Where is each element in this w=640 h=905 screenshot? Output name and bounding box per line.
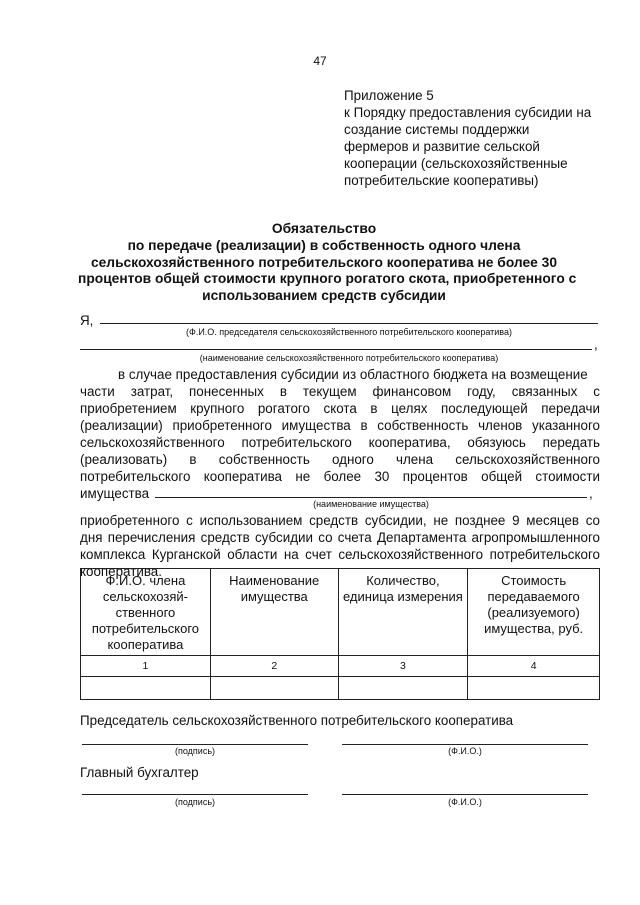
body-line: потребительского кооператива не более 30 процентов общей стоимости (80, 469, 600, 484)
table-number-cell: 2 (210, 656, 338, 677)
table-cell (338, 677, 468, 700)
closing-line: комплекса Курганской области на счет сельскохозяйственного потребительского (80, 547, 600, 562)
chairman-fio-sign-caption: (Ф.И.О.) (448, 746, 482, 756)
closing-line: кооператива. (80, 564, 162, 579)
title-line: использованием средств субсидии (202, 288, 446, 304)
table-header-cell: Стоимость передаваемого (реализуемого) имущества, руб. (468, 569, 600, 656)
cooperative-name-caption: (наименование сельскохозяйственного потребительского кооператива) (199, 353, 499, 363)
title-line: процентов общей стоимости крупного рогатого скота, приобретенного с (78, 271, 577, 287)
accountant-fio-sign-line (342, 794, 588, 795)
property-name-line (155, 497, 587, 498)
comma: , (594, 337, 598, 352)
document-title (78, 221, 577, 305)
body-paragraph (80, 366, 600, 485)
appendix-line: потребительские кооперативы) (344, 173, 539, 188)
closing-line: приобретенного с использованием средств субсидии, не позднее 9 месяцев со (80, 513, 600, 528)
title-line: Обязательство (271, 221, 377, 236)
accountant-fio-sign-caption: (Ф.И.О.) (448, 797, 482, 807)
chairman-signature-caption: (подпись) (174, 746, 216, 756)
property-table (80, 568, 600, 700)
chairman-fio-caption: (Ф.И.О. председателя сельскохозяйственного потребительского кооператива) (185, 327, 512, 337)
table-cell (81, 677, 211, 700)
chairman-signature-line (82, 744, 308, 745)
body-line: части затрат, понесенных в текущем финансовом году, связанных с (80, 384, 600, 399)
chairman-label: Председатель сельскохозяйственного потребительского кооператива (80, 713, 514, 728)
body-line: сельскохозяйственного потребительского кооператива, обязуюсь передать (80, 435, 600, 450)
accountant-signature-caption: (подпись) (174, 797, 216, 807)
table-number-cell: 3 (338, 656, 468, 677)
property-comma: , (589, 486, 593, 501)
property-label: имущества (80, 486, 150, 501)
ya-label: Я, (80, 313, 94, 328)
appendix-line: к Порядку предоставления субсидии на (344, 105, 592, 120)
title-line: по передаче (реализации) в собственность одного члена (127, 237, 521, 253)
cooperative-name-line (80, 349, 592, 350)
appendix-line: фермеров и развитие сельской (344, 139, 540, 154)
appendix-header (344, 87, 614, 189)
body-line: приобретением крупного рогатого скота в целях последующей передачи (80, 401, 600, 416)
table-number-cell: 4 (468, 656, 600, 677)
appendix-line: создание системы поддержки (344, 122, 530, 137)
table-number-cell: 1 (81, 656, 211, 677)
table-row (81, 677, 600, 700)
accountant-label: Главный бухгалтер (80, 765, 199, 780)
chairman-fio-line (100, 323, 598, 324)
table-header-cell: Количество, единица измерения (338, 569, 468, 656)
table-cell (210, 677, 338, 700)
body-line: (реализации) приобретенного имущества в собственность членов указанного (80, 418, 600, 433)
title-line: сельскохозяйственного потребительского кооператива не более 30 (90, 254, 558, 270)
closing-line: дня перечисления средств субсидии со счета Департамента агропромышленного (80, 530, 600, 545)
table-number-row (81, 656, 600, 677)
appendix-line: Приложение 5 (344, 88, 434, 103)
property-name-caption: (наименование имущества) (313, 499, 429, 509)
table-header-cell: Наименование имущества (210, 569, 338, 656)
table-header-cell: Ф.И.О. члена сельскохозяй-ственного потребительского кооператива (81, 569, 211, 656)
table-cell (468, 677, 600, 700)
accountant-signature-line (82, 794, 308, 795)
chairman-fio-sign-line (342, 744, 588, 745)
table-header-row (81, 569, 600, 656)
page-number: 47 (313, 54, 327, 68)
appendix-line: кооперации (сельскохозяйственные (344, 156, 568, 171)
body-line: (реализовать) в собственность одного члена сельскохозяйственного (80, 452, 600, 467)
body-line: в случае предоставления субсидии из областного бюджета на возмещение (118, 367, 588, 382)
